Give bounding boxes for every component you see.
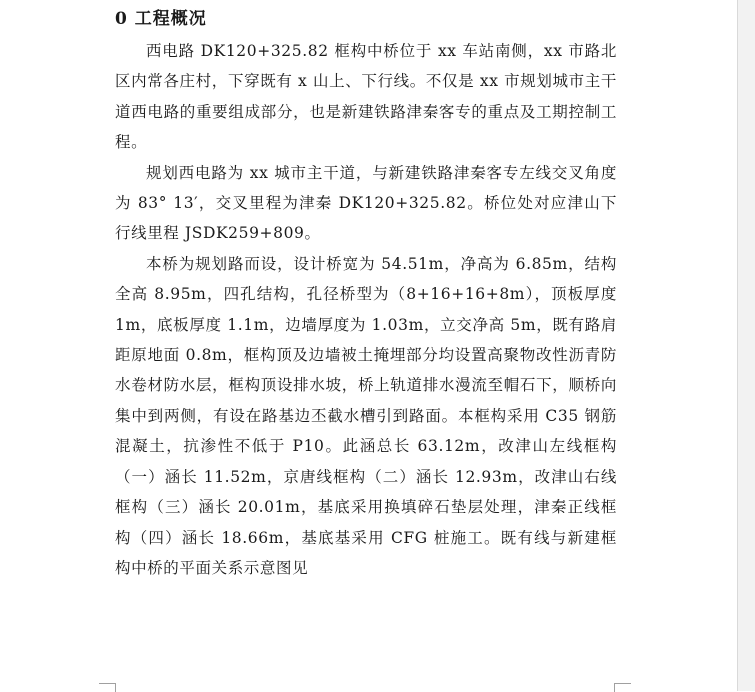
viewer-gutter: [738, 0, 755, 691]
paragraph-structure: 本桥为规划路而设，设计桥宽为 54.51m，净高为 6.85m，结构全高 8.95m，四孔结构，孔径桥型为（8+16+16+8m），顶板厚度 1m，底板厚度 1.1m，边墙厚度为 1.03m，立交净高 5m，既有路肩距原地面 0.8m，框构顶及边墙被土掩埋部分均设置高聚物改性沥青防水卷材防水层，框构顶设排水坡，桥上轨道排水漫流至帽石下，顺桥向集中到两侧，有设在路基边丕截水槽引到路面。本框构采用 C35 钢筋混凝土，抗渗性不低于 P10。此涵总长 63.12m，改津山左线框构（一）涵长 11.52m，京唐线框构（二）涵长 12.93m，改津山右线框构（三）涵长 20.01m，基底采用换填碎石垫层处理，津秦正线框构（四）涵长 18.66m，基底基采用 CFG 桩施工。既有线与新建框构中桥的平面关系示意图见: [115, 254, 617, 577]
paragraph-crossing: 规划西电路为 xx 城市主干道，与新建铁路津秦客专左线交叉角度为 83° 13′，交叉里程为津秦 DK120+325.82。桥位处对应津山下行线里程 JSDK259+809。: [115, 163, 617, 243]
paragraph-location: 西电路 DK120+325.82 框构中桥位于 xx 车站南侧，xx 市路北区内常各庄村，下穿既有 x 山上、下行线。不仅是 xx 市规划城市主干道西电路的重要组成部分，也是新建铁路津秦客专的重点及工期控制工程。: [115, 42, 617, 152]
section-body: [115, 36, 617, 583]
section-heading: 0 工程概况: [115, 9, 207, 29]
